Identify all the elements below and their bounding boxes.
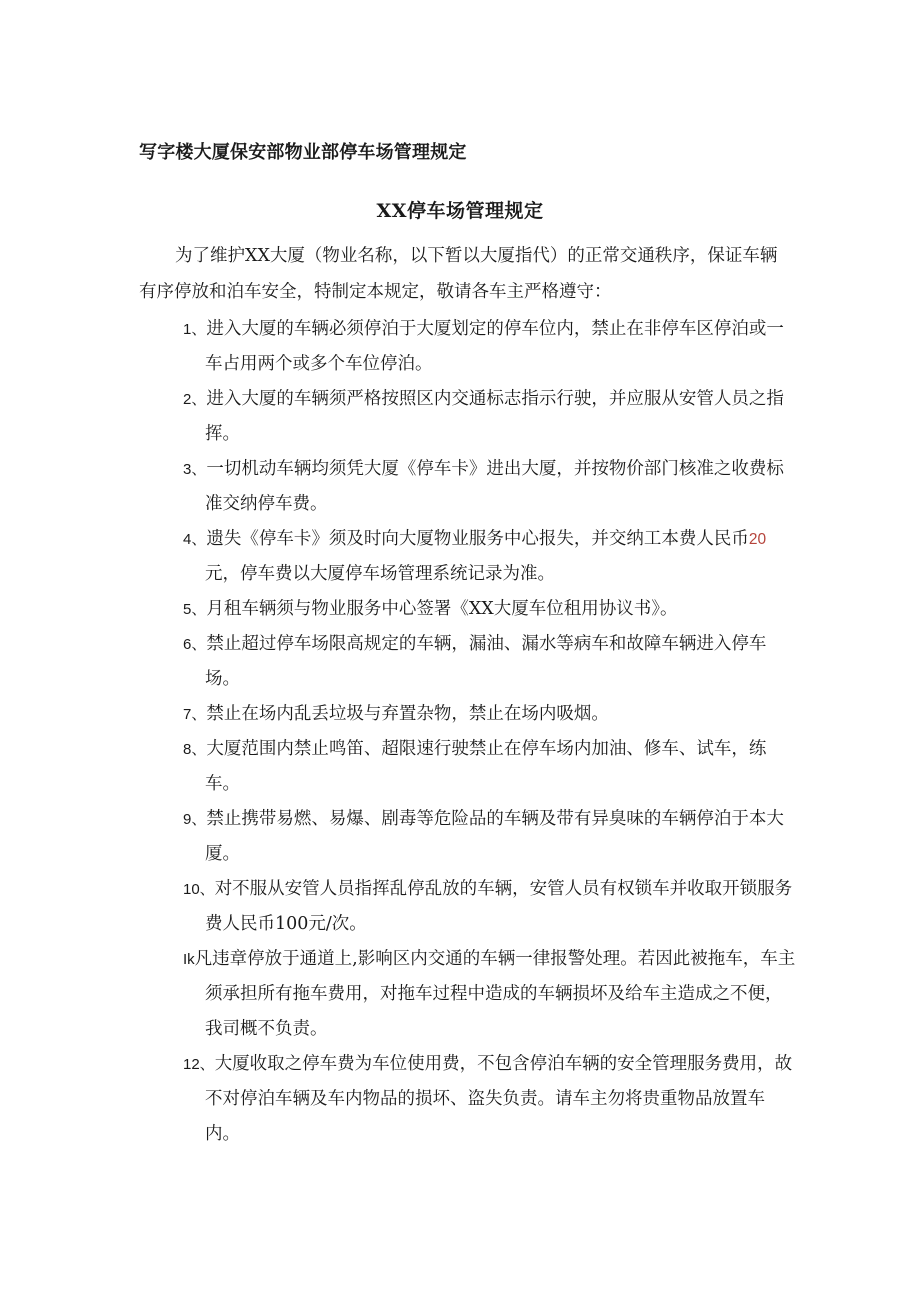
rule-item-4 [139,522,799,592]
rule-text: 禁止超过停车场限高规定的车辆，漏油、漏水等病车和故障车辆进入停车场。 [205,634,767,689]
rule-number: 9、 [183,811,207,828]
rule-item-6 [139,627,799,697]
rule-text: 进入大厦的车辆须严格按照区内交通标志指示行驶，并应服从安管人员之指挥。 [205,389,784,444]
rule-number: 6、 [183,636,207,653]
rule-text: 进入大厦的车辆必须停泊于大厦划定的停车位内，禁止在非停车区停泊或一车占用两个或多个车位停泊。 [205,319,784,374]
rule-item-11 [139,942,799,1047]
rule-number: 5、 [183,601,207,618]
fee-amount-highlight: 20 [748,531,767,548]
rule-text: 禁止携带易燃、易爆、剧毒等危险品的车辆及带有异臭味的车辆停泊于本大厦。 [205,809,784,864]
rule-item-2 [139,382,799,452]
rule-text: 大厦收取之停车费为车位使用费，不包含停泊车辆的安全管理服务费用，故不对停泊车辆及车内物品的损坏、盗失负责。请车主勿将贵重物品放置车内。 [205,1054,793,1144]
rule-text: 大厦范围内禁止鸣笛、超限速行驶禁止在停车场内加油、修车、试车，练车。 [205,739,767,794]
document-heading: 写字楼大厦保安部物业部停车场管理规定 [139,142,467,163]
rules-list [139,312,799,1152]
rule-number: 2、 [183,391,207,408]
rule-item-5 [139,592,799,627]
intro-paragraph: 为了维护XX大厦（物业名称，以下暂以大厦指代）的正常交通秩序，保证车辆有序停放和泊车安全，特制定本规定，敬请各车主严格遵守： [139,246,778,302]
rule-text-continued: 元，停车费以大厦停车场管理系统记录为准。 [205,564,555,584]
rule-text: 禁止在场内乱丢垃圾与弃置杂物，禁止在场内吸烟。 [206,704,609,724]
rule-text: 一切机动车辆均须凭大厦《停车卡》进出大厦，并按物价部门核准之收费标准交纳停车费。 [205,459,784,514]
rule-number: 3、 [183,461,207,478]
rule-item-8 [139,732,799,802]
rule-item-12 [139,1047,799,1152]
rule-text: 对不服从安管人员指挥乱停乱放的车辆，安管人员有权锁车并收取开锁服务费人民币100元/次。 [205,879,793,934]
rule-number: 1、 [183,321,207,338]
rule-number: 4、 [183,531,207,548]
rule-item-10 [139,872,799,942]
rule-text: 月租车辆须与物业服务中心签署《XX大厦车位租用协议书》。 [206,599,678,619]
rule-number: 7、 [183,706,207,723]
rule-item-1 [139,312,799,382]
rule-item-3 [139,452,799,522]
rule-text: 凡违章停放于通道上,影响区内交通的车辆一律报警处理。若因此被拖车，车主须承担所有拖车费用，对拖车过程中造成的车辆损坏及给车主造成之不便，我司概不负责。 [194,949,796,1039]
rule-number: Ik [183,951,195,968]
rule-number: 8、 [183,741,207,758]
rule-item-9 [139,802,799,872]
document-title: XX停车场管理规定 [376,200,544,222]
rule-number: 10、 [183,881,215,898]
rule-text: 遗失《停车卡》须及时向大厦物业服务中心报失，并交纳工本费人民币 [206,529,749,549]
rule-item-7 [139,697,799,732]
rule-number: 12、 [183,1056,215,1073]
